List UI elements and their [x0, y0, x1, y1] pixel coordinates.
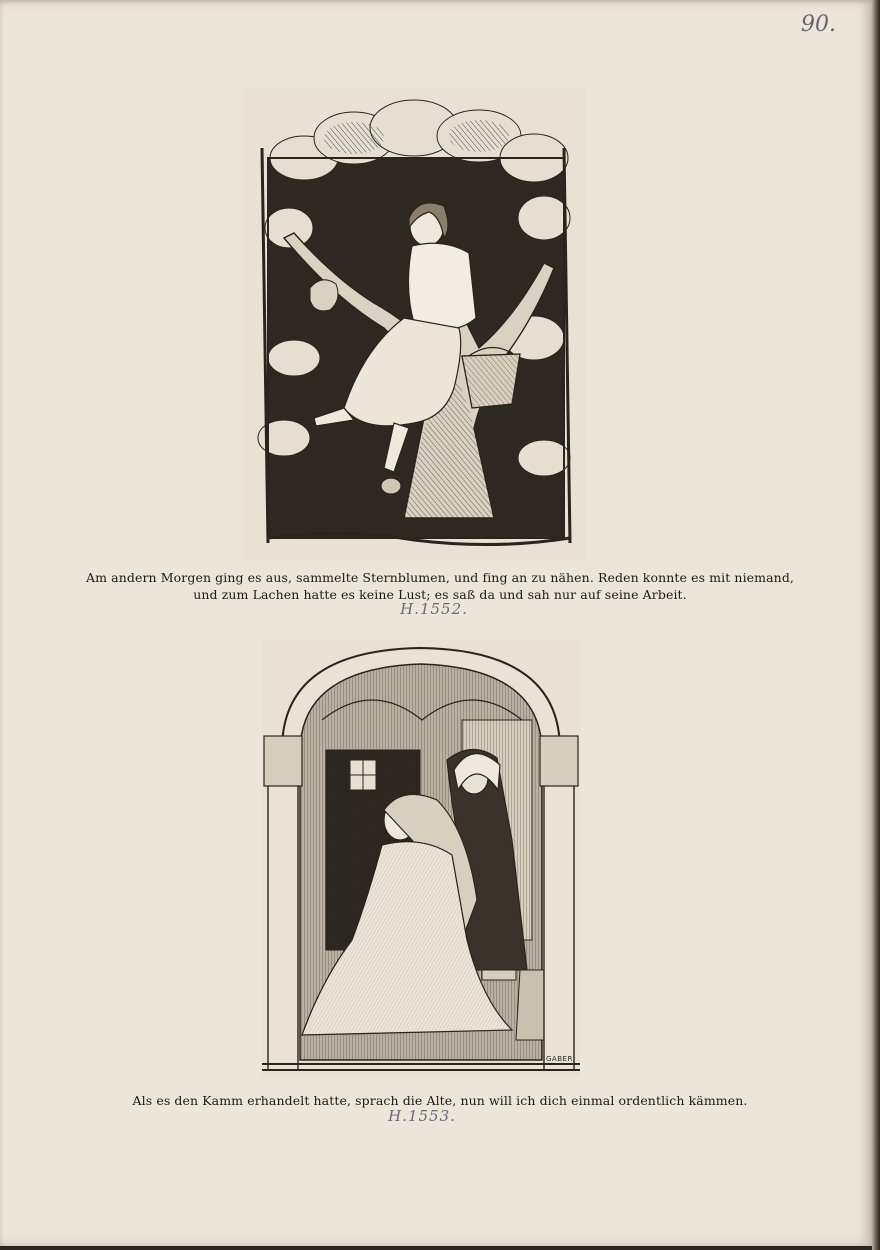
caption-line: Als es den Kamm erhandelt hatte, sprach die Alte, nun will ich dich einmal ordentlich kämmen.: [132, 1093, 748, 1108]
engraver-signature: GABER: [504, 528, 531, 536]
engraver-signature: GABER: [546, 1055, 573, 1063]
caption-line: Am andern Morgen ging es aus, sammelte Sternblumen, und fing an zu nähen. Reden konnte es mit niemand,: [85, 570, 795, 585]
engraving-girl-sewing-in-tree-artwork: [244, 88, 586, 560]
engraving-old-woman-combing-hair: [262, 640, 580, 1076]
page-number: 90.: [801, 12, 836, 37]
engraving-old-woman-combing-hair-artwork: [262, 640, 580, 1076]
engraving-girl-sewing-in-tree: [244, 88, 586, 560]
caption-top-illustration: [60, 569, 820, 603]
catalog-reference: H.1552.: [400, 600, 468, 618]
caption-line: und zum Lachen hatte es keine Lust; es saß da und sah nur auf seine Arbeit.: [193, 587, 687, 602]
book-page-edge: [872, 0, 880, 1250]
catalog-reference: H.1553.: [388, 1107, 456, 1125]
